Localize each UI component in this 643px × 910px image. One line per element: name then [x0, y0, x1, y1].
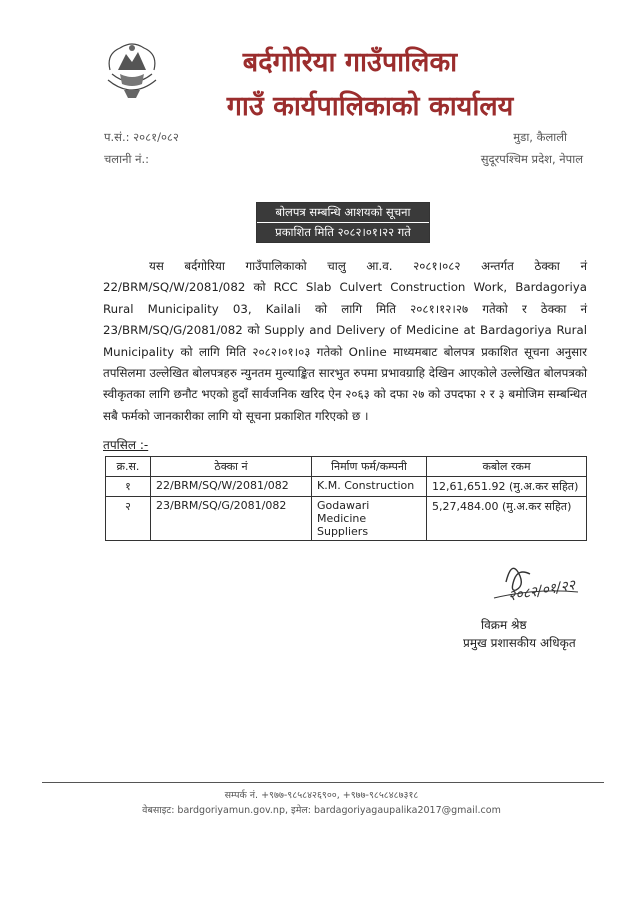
signer-name: विक्रम श्रेष्ठ [481, 618, 527, 632]
signer-title: प्रमुख प्रशासकीय अधिकृत [463, 636, 576, 650]
notice-title: बोलपत्र सम्बन्धि आशयको सूचना [257, 203, 429, 222]
row-contract-no: 23/BRM/SQ/G/2081/082 [151, 497, 312, 541]
location-line-2: सुदूरपश्चिम प्रदेश, नेपाल [480, 152, 583, 166]
row-firm: K.M. Construction [312, 477, 427, 497]
schedule-label: तपसिल :- [103, 438, 149, 452]
notice-date: प्रकाशित मिति २०८२।०१।२२ गते [257, 222, 429, 242]
table-row [106, 497, 587, 541]
firm-name-line-1: Godawari Medicine [317, 499, 370, 525]
office-name: गाउँ कार्यपालिकाको कार्यालय [226, 91, 514, 122]
signature-mark [486, 552, 586, 612]
row-bid-amount: 12,61,651.92 (मु.अ.कर सहित) [427, 477, 587, 497]
header-sn: क्र.स. [106, 457, 151, 477]
schedule-table [105, 456, 587, 541]
notice-body-paragraph: यस बर्दगोरिया गाउँपालिकाको चालु आ.व. २०८१।०८२ अन्तर्गत ठेक्का नं 22/BRM/SQ/W/2081/082 को RCC Slab Culvert Construction Work, Bardagoriya Rural Municipality 03, Kailali को लागि मिति २०८१।१२।२७ गतेको र ठेक्का नं 23/BRM/SQ/G/2081/082 को Supply and Delivery of Medicine at Bardagoriya Rural Municipality को लागि मिति २०८२।०१।०३ गतेको Online माध्यमबाट बोलपत्र प्रकाशित सूचना अनुसार तपसिलमा उल्लेखित बोलपत्रहरु न्युनतम मुल्याङ्कित सारभुत रुपमा प्रभावग्राहि देखिन आएकोले उल्लेखित बोलपत्रको स्वीकृतका लागि छनौट भएको हुदाँ सार्वजनिक खरिद ऐन २०६३ को दफा २७ को उपदफा २ र ३ बमोजिम सम्बन्धित सबै फर्मको जानकारीका लागि यो सूचना प्रकाशित गरिएको छ । [103, 259, 587, 423]
row-firm [312, 497, 427, 541]
signature-date: २०८२/०१/२२ [507, 577, 577, 605]
reference-number: प.सं.: २०८१/०८२ [104, 130, 179, 144]
location-line-1: मुडा, कैलाली [513, 130, 567, 144]
row-sn: २ [106, 497, 151, 541]
footer-contact: सम्पर्क नं. +९७७-९८५८४२६९००, +९७७-९८५८४८७३१८ [224, 790, 419, 801]
header-bid-amount: कबोल रकम [427, 457, 587, 477]
row-bid-amount: 5,27,484.00 (मु.अ.कर सहित) [427, 497, 587, 541]
table-row [106, 477, 587, 497]
row-sn: १ [106, 477, 151, 497]
footer-website: वेबसाइट: bardgoriyamun.gov.np, इमेल: bardagoriyagaupalika2017@gmail.com [142, 805, 501, 816]
footer-divider [42, 782, 604, 783]
firm-name-line-2: Suppliers [317, 525, 369, 538]
municipality-name: बर्दगोरिया गाउँपालिका [242, 47, 458, 78]
notice-body [103, 256, 587, 427]
notice-title-box [256, 202, 430, 243]
dispatch-number: चलानी नं.: [104, 152, 150, 166]
row-contract-no: 22/BRM/SQ/W/2081/082 [151, 477, 312, 497]
table-header-row [106, 457, 587, 477]
header-contract-no: ठेक्का नं [151, 457, 312, 477]
header-firm: निर्माण फर्म/कम्पनी [312, 457, 427, 477]
